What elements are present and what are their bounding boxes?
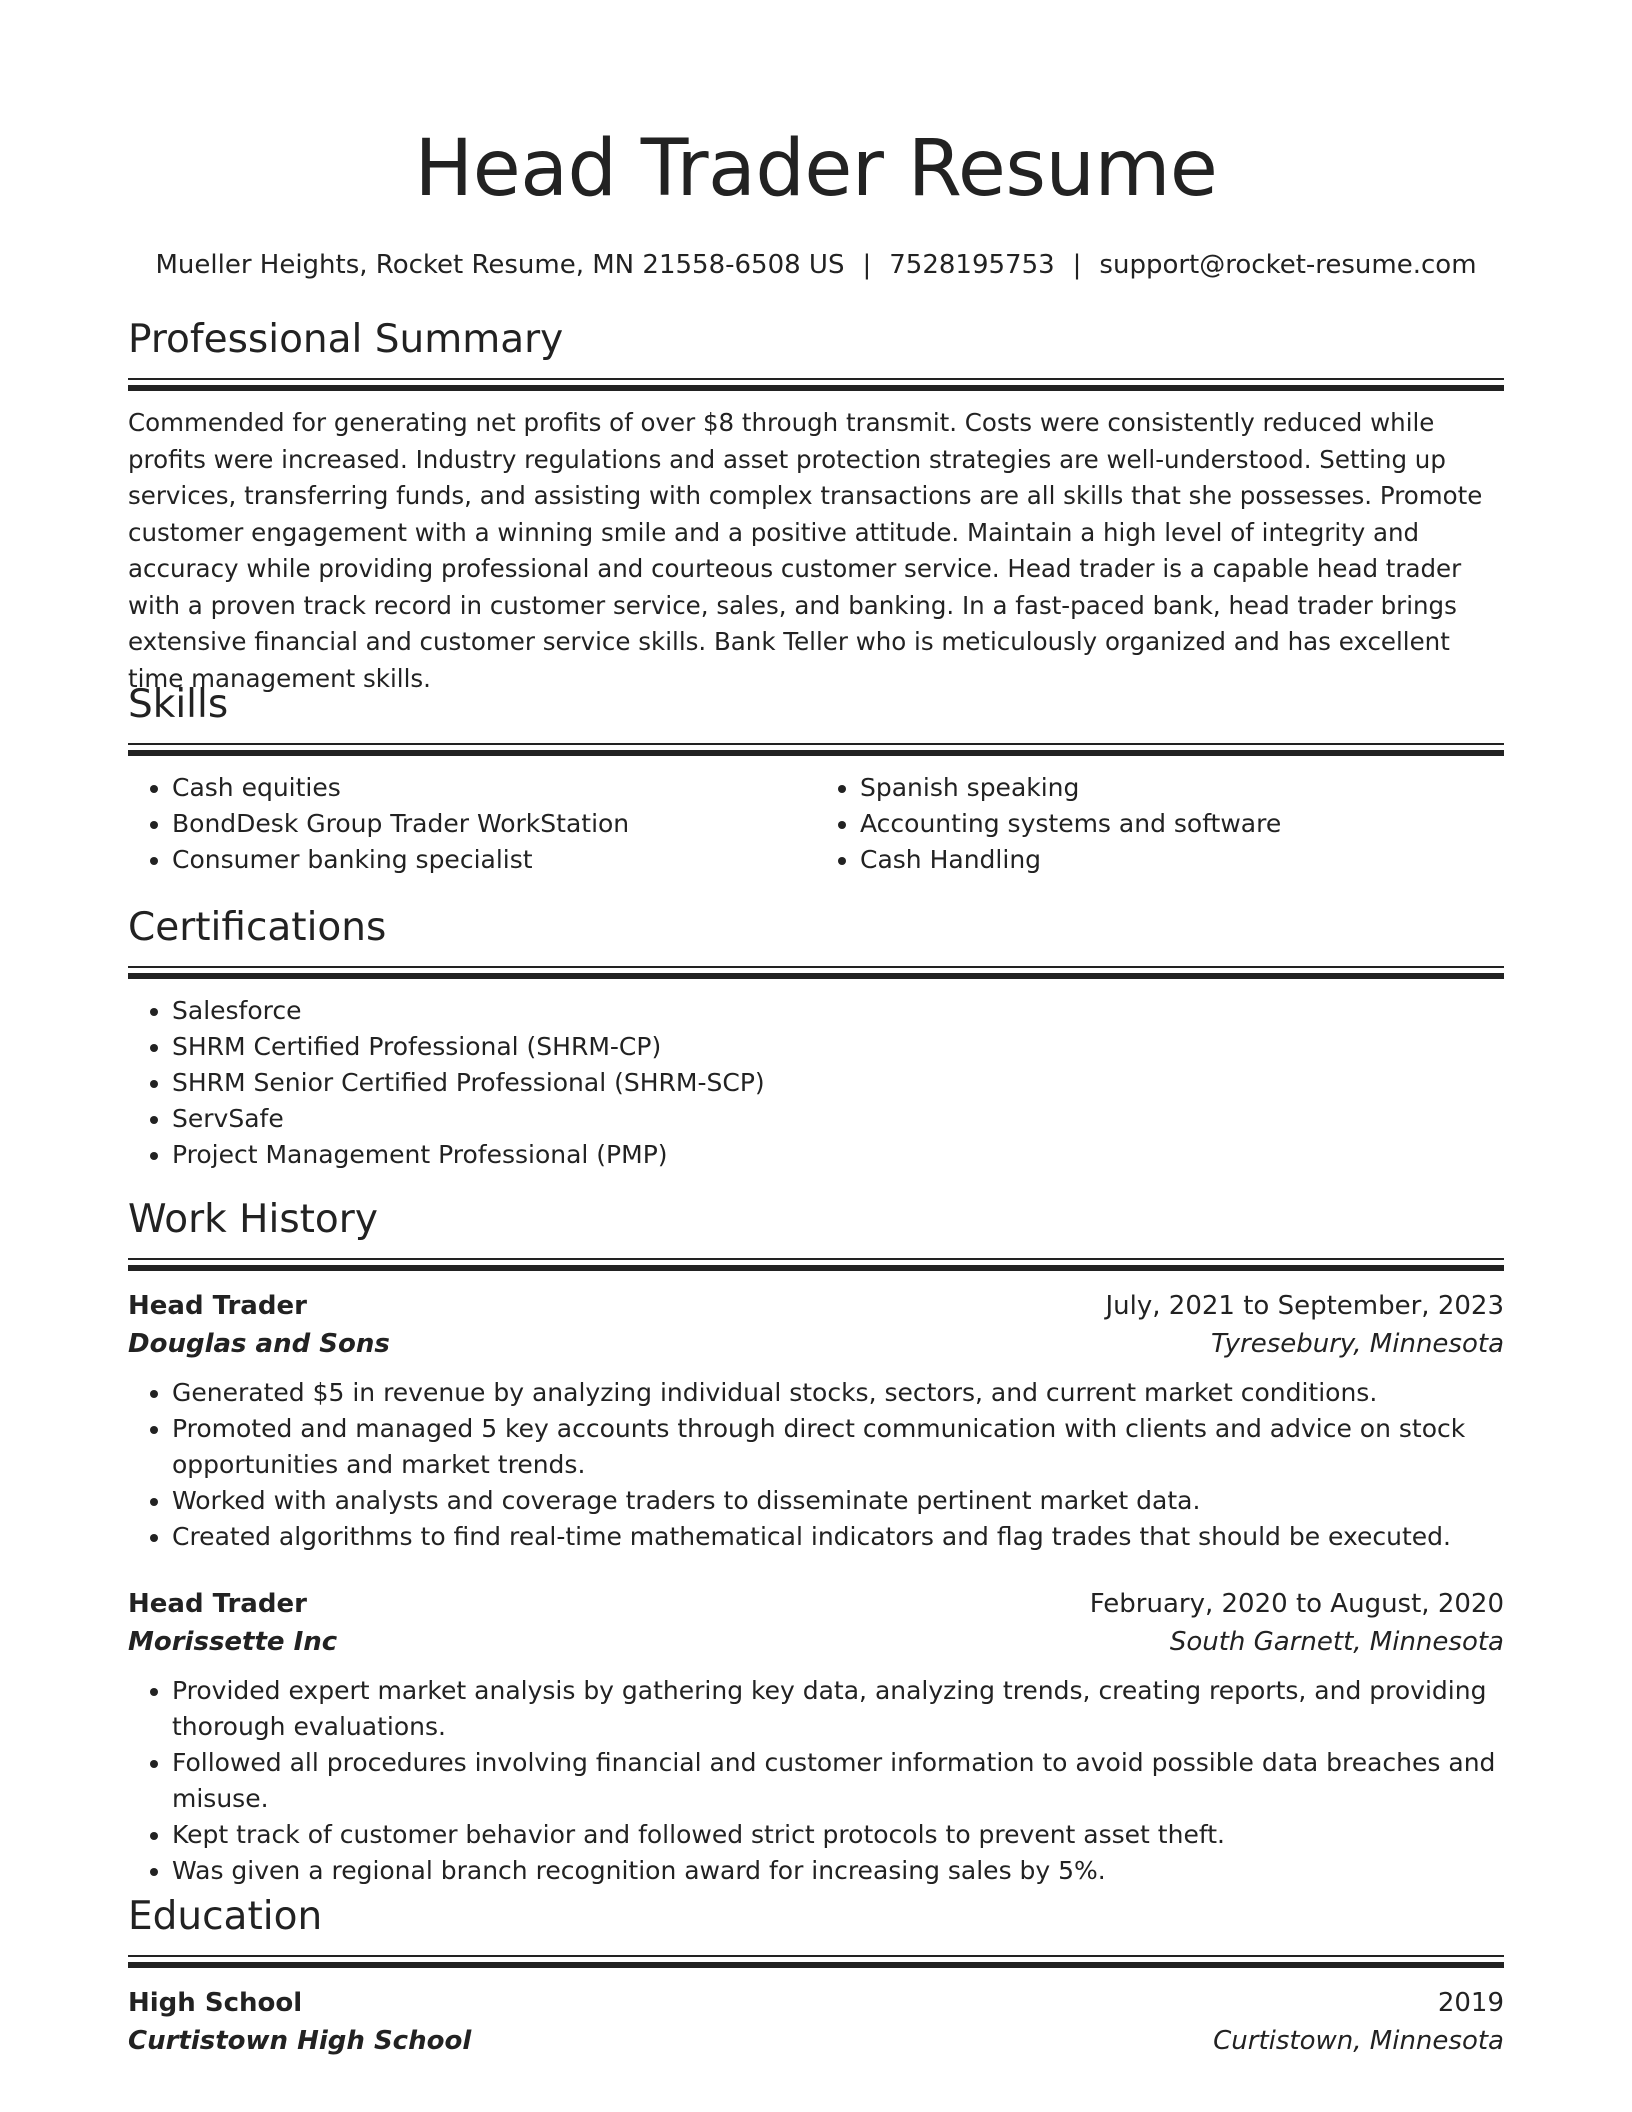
contact-email: support@rocket-resume.com xyxy=(1099,250,1477,280)
skills-column-left xyxy=(128,770,816,878)
job-header xyxy=(128,1287,1504,1325)
job-bullet: • Provided expert market analysis by gathering key data, analyzing trends, creating reports, and providing thorough evaluations. xyxy=(172,1673,1504,1745)
certifications-list xyxy=(128,993,1504,1173)
job-title: Head Trader xyxy=(128,1589,307,1619)
job-entry xyxy=(128,1585,1504,1889)
contact-address: Mueller Heights, Rocket Resume, MN 21558-6508 US xyxy=(155,250,845,280)
education-degree: High School xyxy=(128,1988,303,2018)
certification-item: • Salesforce xyxy=(172,993,1504,1029)
section-rule xyxy=(128,1962,1504,1968)
education-entry xyxy=(128,1984,1504,2060)
section-rule xyxy=(128,750,1504,756)
skill-item: • BondDesk Group Trader WorkStation xyxy=(172,806,816,842)
certifications-section xyxy=(128,904,1504,1173)
job-company: Morissette Inc xyxy=(128,1627,338,1657)
job-bullet: • Generated $5 in revenue by analyzing individual stocks, sectors, and current market conditions. xyxy=(172,1375,1504,1411)
contact-separator: | xyxy=(862,250,872,280)
job-company: Douglas and Sons xyxy=(128,1329,390,1359)
job-bullet: • Promoted and managed 5 key accounts through direct communication with clients and advice on stock opportunities and market trends. xyxy=(172,1411,1504,1483)
job-bullet: • Kept track of customer behavior and followed strict protocols to prevent asset theft. xyxy=(172,1817,1504,1853)
job-location: South Garnett, Minnesota xyxy=(1169,1627,1504,1657)
skills-heading: Skills xyxy=(128,682,229,727)
education-year: 2019 xyxy=(1437,1988,1504,2018)
job-dates: February, 2020 to August, 2020 xyxy=(1089,1589,1504,1619)
job-bullet: • Was given a regional branch recognition award for increasing sales by 5%. xyxy=(172,1853,1504,1889)
section-rule xyxy=(128,1955,1504,1957)
skill-item: • Consumer banking specialist xyxy=(172,842,816,878)
education-header xyxy=(128,1984,1504,2022)
job-bullet: • Created algorithms to find real-time mathematical indicators and flag trades that should be executed. xyxy=(172,1519,1504,1555)
skill-item: • Accounting systems and software xyxy=(860,806,1504,842)
job-header xyxy=(128,1585,1504,1623)
contact-phone: 7528195753 xyxy=(889,250,1055,280)
certification-item: • ServSafe xyxy=(172,1101,1504,1137)
job-entry xyxy=(128,1287,1504,1555)
skill-item: • Cash Handling xyxy=(860,842,1504,878)
skill-item: • Spanish speaking xyxy=(860,770,1504,806)
summary-heading: Professional Summary xyxy=(128,317,564,362)
job-subheader xyxy=(128,1623,1504,1661)
job-bullets xyxy=(128,1375,1504,1555)
education-location: Curtistown, Minnesota xyxy=(1213,2026,1504,2056)
education-section xyxy=(128,1893,1504,2060)
skills-column-right xyxy=(816,770,1504,878)
job-bullets xyxy=(128,1673,1504,1889)
certification-item: • SHRM Senior Certified Professional (SHRM-SCP) xyxy=(172,1065,1504,1101)
section-rule xyxy=(128,1265,1504,1271)
education-subheader xyxy=(128,2022,1504,2060)
job-subheader xyxy=(128,1325,1504,1363)
certifications-heading: Certifications xyxy=(128,905,387,950)
resume-title: Head Trader Resume xyxy=(414,124,1218,214)
skill-item: • Cash equities xyxy=(172,770,816,806)
job-bullet: • Followed all procedures involving financial and customer information to avoid possible data breaches and misuse. xyxy=(172,1745,1504,1817)
certification-item: • Project Management Professional (PMP) xyxy=(172,1137,1504,1173)
education-school: Curtistown High School xyxy=(128,2026,472,2056)
section-rule xyxy=(128,973,1504,979)
summary-section xyxy=(128,316,1504,697)
education-heading: Education xyxy=(128,1894,323,1939)
work-history-heading: Work History xyxy=(128,1197,378,1242)
section-rule xyxy=(128,385,1504,391)
job-title: Head Trader xyxy=(128,1291,307,1321)
section-rule xyxy=(128,743,1504,745)
job-location: Tyresebury, Minnesota xyxy=(1211,1329,1504,1359)
contact-separator: | xyxy=(1072,250,1082,280)
section-rule xyxy=(128,378,1504,380)
job-bullet: • Worked with analysts and coverage traders to disseminate pertinent market data. xyxy=(172,1483,1504,1519)
job-dates: July, 2021 to September, 2023 xyxy=(1105,1291,1504,1321)
work-history-section xyxy=(128,1196,1504,1889)
section-rule xyxy=(128,1258,1504,1260)
contact-line xyxy=(128,248,1504,282)
section-rule xyxy=(128,966,1504,968)
summary-text: Commended for generating net profits of over $8 through transmit. Costs were consistently reduced while profits were increased. Industry regulations and asset protection strategies are well-understood. Setting up services, transferring funds, and assisting with complex transactions are all skills that she possesses. Promote customer engagement with a winning smile and a positive attitude. Maintain a high level of integrity and accuracy while providing professional and courteous customer service. Head trader is a capable head trader with a proven track record in customer service, sales, and banking. In a fast-paced bank, head trader brings extensive financial and customer service skills. Bank Teller who is meticulously organized and has excellent time management skills. xyxy=(128,408,1483,693)
certification-item: • SHRM Certified Professional (SHRM-CP) xyxy=(172,1029,1504,1065)
skills-section xyxy=(128,681,1504,878)
skills-list xyxy=(128,770,1504,878)
